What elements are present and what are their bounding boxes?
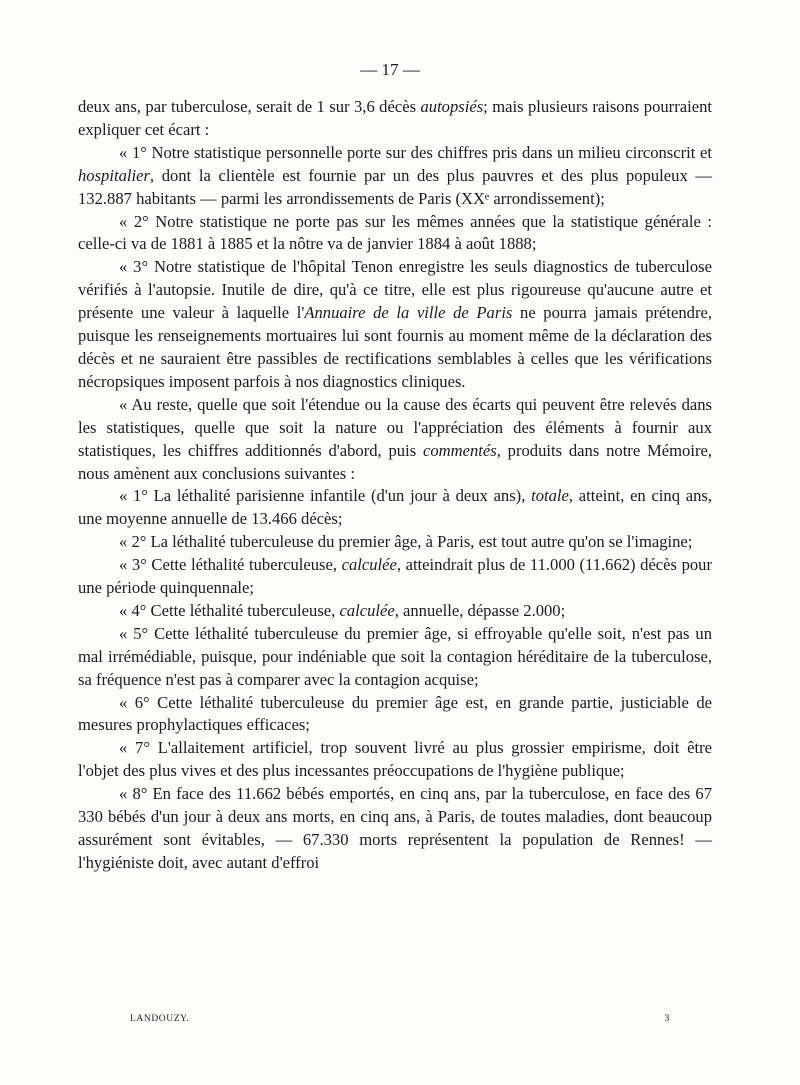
paragraph xyxy=(78,600,712,623)
text-run: « 2° Notre statistique ne porte pas sur les mêmes années que la statistique générale : celle-ci va de 1881 à 1885 et la nôtre va de janvier 1884 à août 1888; xyxy=(78,211,712,254)
italic-text: commentés xyxy=(422,440,497,460)
text-run: « 2° La léthalité tuberculeuse du premier âge, à Paris, est tout autre qu'on se l'imagine; xyxy=(119,532,693,552)
text-run: « 1° Notre statistique personnelle porte sur des chiffres pris dans un milieu circonscrit et xyxy=(119,142,712,162)
text-run: « 5° Cette léthalité tuberculeuse du premier âge, si effroyable qu'elle soit, n'est pas un mal irrémédiable, puisque, pour indéniable que soit la contagion héréditaire de la tuberculose, sa fréquence n'est pas à comparer avec la contagion acquise; xyxy=(78,623,712,689)
text-run: « 1° La léthalité parisienne infantile (d'un jour à deux ans), xyxy=(119,486,532,506)
paragraph xyxy=(78,211,712,257)
text-run: , atteint, en cinq ans, une moyenne annuelle de 13.466 décès; xyxy=(78,486,712,529)
italic-text: calculée xyxy=(341,555,397,575)
paragraph xyxy=(78,623,712,692)
italic-text: totale xyxy=(531,486,569,506)
text-run: , dont la clientèle est fournie par un des plus pauvres et des plus populeux — 132.887 habitants — parmi les arrondissements de Paris (XXᵉ arrondissement); xyxy=(78,165,712,208)
text-run: ; mais plusieurs raisons pourraient expliquer cet écart : xyxy=(78,97,712,139)
paragraph xyxy=(78,531,712,554)
paragraph xyxy=(78,554,712,600)
paragraph xyxy=(78,256,712,393)
text-run: , atteindrait plus de 11.000 (11.662) décès pour une période quinquennale; xyxy=(78,555,712,598)
text-run: deux ans, par tuberculose, serait de 1 sur 3,6 décès xyxy=(78,97,421,116)
paragraph xyxy=(78,394,712,486)
paragraph xyxy=(78,737,712,783)
footer-author: LANDOUZY. xyxy=(130,1014,190,1024)
text-run: « 3° Notre statistique de l'hôpital Tenon enregistre les seuls diagnostics de tuberculose vérifiés à l'autopsie. Inutile de dire, qu'à ce titre, elle est plus rigoureuse qu'aucune autre et présente une valeur à laquelle l' xyxy=(78,257,712,323)
text-run: « 3° Cette léthalité tuberculeuse, xyxy=(119,555,342,575)
text-run: « Au reste, quelle que soit l'étendue ou la cause des écarts qui peuvent être relevés dans les statistiques, quelle que soit la nature ou l'appréciation des éléments à fournir aux statistiques, les chiffres additionnés d'abord, puis xyxy=(78,394,712,460)
text-run: , annuelle, dépasse 2.000; xyxy=(394,600,566,620)
paragraph xyxy=(78,783,712,875)
body-text xyxy=(78,96,712,875)
paragraph xyxy=(78,96,712,142)
text-run: « 6° Cette léthalité tuberculeuse du premier âge est, en grande partie, justiciable de mesures prophylactiques efficaces; xyxy=(78,692,712,735)
page-number: — 17 — xyxy=(360,60,420,79)
paragraph xyxy=(78,485,712,531)
text-run: « 7° L'allaitement artificiel, trop souvent livré au plus grossier empirisme, doit être l'objet des plus vives et des plus incessantes préoccupations de l'hygiène publique; xyxy=(78,738,712,781)
text-run: « 8° En face des 11.662 bébés emportés, en cinq ans, par la tuberculose, en face des 67 330 bébés d'un jour à deux ans morts, en cinq ans, à Paris, de toutes maladies, dont beaucoup assurément sont évitables, — 67.330 morts représentent la population de Rennes! — l'hygiéniste doit, avec autant d'effroi xyxy=(78,784,712,872)
paragraph xyxy=(78,142,712,211)
text-run: « 4° Cette léthalité tuberculeuse, xyxy=(119,600,340,620)
text-run: ne pourra jamais prétendre, puisque les renseignements mortuaires lui sont fournis au moment même de la déclaration des décès et ne sauraient être passibles de rectifications semblables à celles que les vérifications nécropsiques imposent parfois à nos diagnostics cliniques. xyxy=(78,303,712,391)
text-run: , produits dans notre Mémoire, nous amènent aux conclusions suivantes : xyxy=(78,440,712,483)
paragraph xyxy=(78,692,712,738)
italic-text: Annuaire de la ville de Paris xyxy=(304,303,513,323)
italic-text: autopsiés xyxy=(420,97,484,116)
footer-signature-mark: 3 xyxy=(664,1014,670,1024)
italic-text: hospitalier xyxy=(78,165,150,185)
italic-text: calculée xyxy=(339,600,395,620)
